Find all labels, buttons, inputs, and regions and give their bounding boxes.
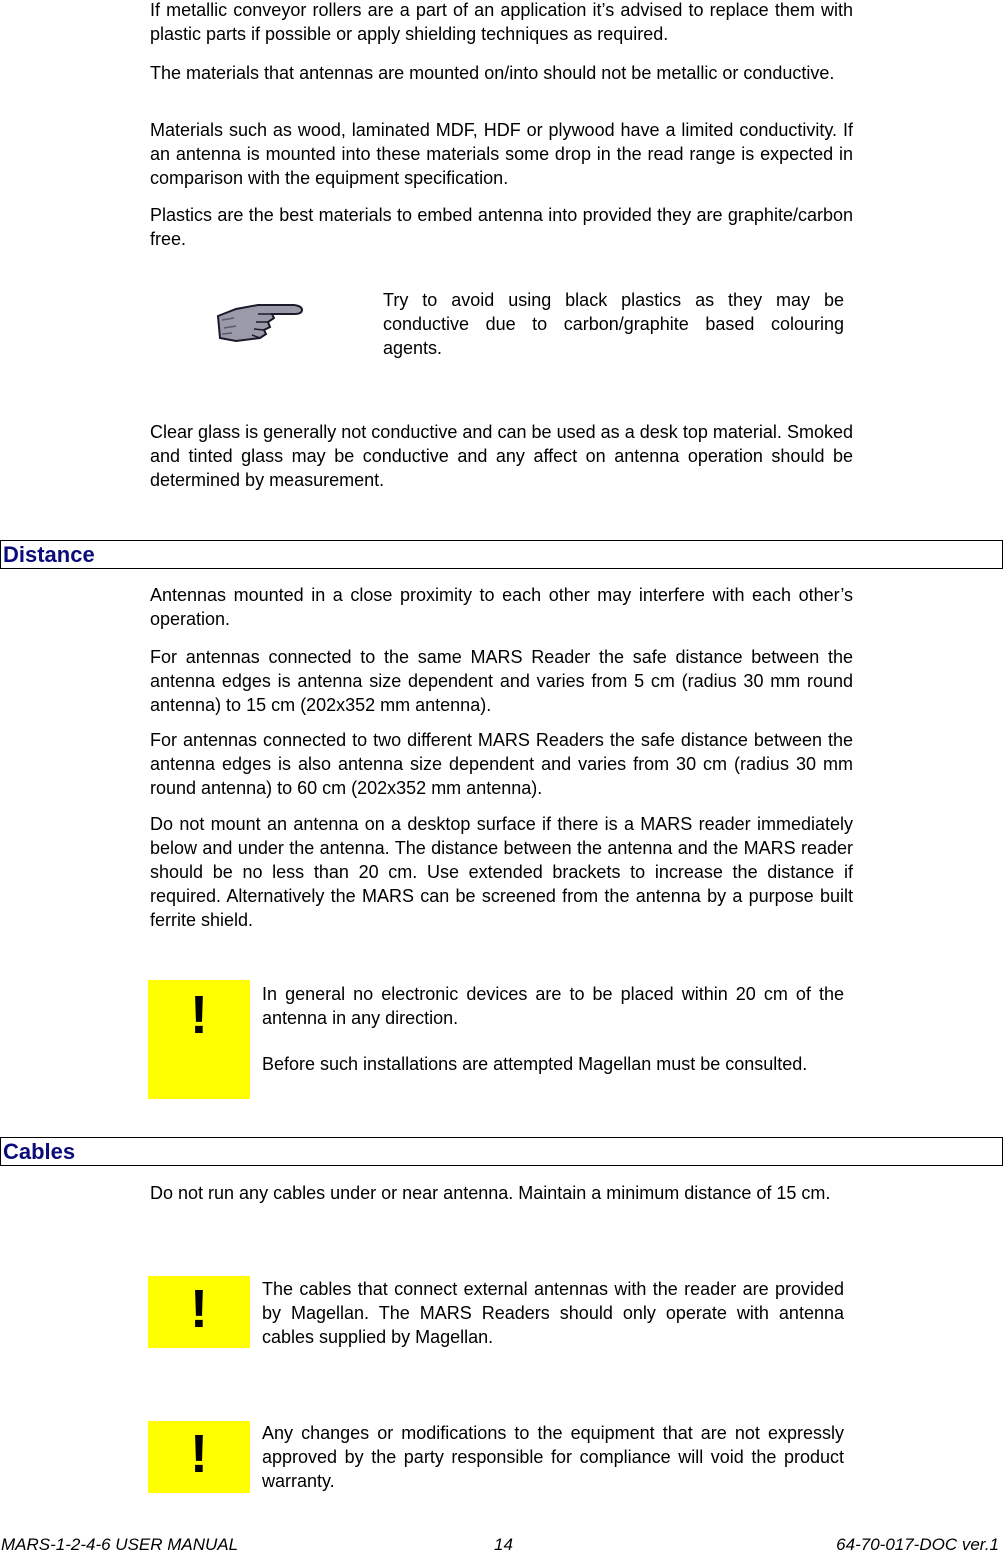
warning-icon: !: [148, 980, 250, 1099]
paragraph-mounting-materials: The materials that antennas are mounted on/into should not be metallic or conductive.: [150, 63, 835, 83]
paragraph-cable-distance: Do not run any cables under or near antenna. Maintain a minimum distance of 15 cm.: [150, 1183, 831, 1203]
footer-document-title: MARS-1-2-4-6 USER MANUAL: [1, 1535, 239, 1554]
footer-page-number: 14: [494, 1535, 513, 1554]
paragraph-glass: Clear glass is generally not conductive and can be used as a desk top material. Smoked and tinted glass may be conductive and any affect on antenna operation should be determined by measurement.: [150, 422, 853, 490]
warning-consult-magellan: Before such installations are attempted Magellan must be consulted.: [262, 1054, 808, 1074]
warning-icon: !: [148, 1421, 250, 1493]
warning-antenna-cables: The cables that connect external antennas with the reader are provided by Magellan. The MARS Readers should only operate with antenna cables supplied by Magellan.: [262, 1279, 844, 1347]
warning-electronic-devices: In general no electronic devices are to be placed within 20 cm of the antenna in any direction.: [262, 984, 844, 1028]
paragraph-interference: Antennas mounted in a close proximity to each other may interfere with each other’s operation.: [150, 585, 853, 629]
section-heading-cables: Cables: [0, 1137, 1003, 1166]
paragraph-plastics: Plastics are the best materials to embed antenna into provided they are graphite/carbon free.: [150, 205, 853, 249]
paragraph-same-reader-distance: For antennas connected to the same MARS Reader the safe distance between the antenna edges is antenna size dependent and varies from 5 cm (radius 30 mm round antenna) to 15 cm (202x352 mm antenna).: [150, 647, 853, 715]
warning-icon: !: [148, 1276, 250, 1348]
warning-modifications: Any changes or modifications to the equipment that are not expressly approved by the party responsible for compliance will void the product warranty.: [262, 1423, 844, 1491]
paragraph-wood-materials: Materials such as wood, laminated MDF, HDF or plywood have a limited conductivity. If an antenna is mounted into these materials some drop in the read range is expected in comparison with the equipment specification.: [150, 120, 853, 188]
paragraph-desktop-mounting: Do not mount an antenna on a desktop surface if there is a MARS reader immediately below and under the antenna. The distance between the antenna and the MARS reader should be no less than 20 cm. Use extended brackets to increase the distance if required. Alternatively the MARS can be screened from the antenna by a purpose built ferrite shield.: [150, 814, 853, 930]
footer-document-code: 64-70-017-DOC ver.1: [836, 1535, 999, 1554]
section-heading-distance: Distance: [0, 540, 1003, 569]
paragraph-conveyor-rollers: If metallic conveyor rollers are a part of an application it’s advised to replace them with plastic parts if possible or apply shielding techniques as required.: [150, 0, 853, 44]
hint-note-black-plastics: Try to avoid using black plastics as they may be conductive due to carbon/graphite based colouring agents.: [383, 290, 844, 358]
pointing-hand-icon: [214, 296, 306, 346]
paragraph-different-readers-distance: For antennas connected to two different MARS Readers the safe distance between the antenna edges is also antenna size dependent and varies from 30 cm (radius 30 mm round antenna) to 60 cm (202x352 mm antenna).: [150, 730, 853, 798]
